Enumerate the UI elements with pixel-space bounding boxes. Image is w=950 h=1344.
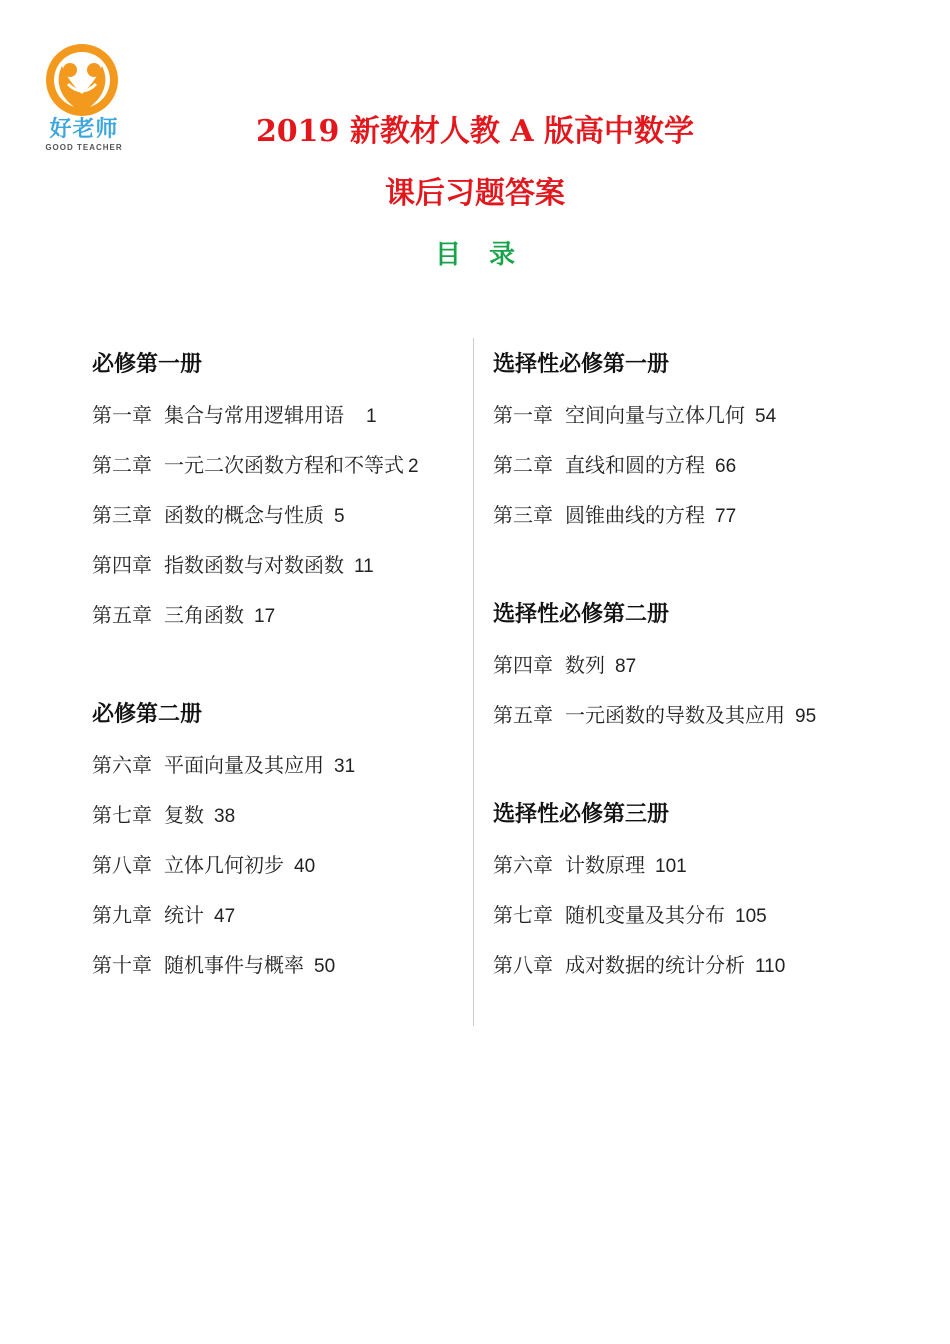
chapter-number: 第五章 — [92, 603, 152, 627]
logo-subtext: GOOD TEACHER — [45, 143, 123, 152]
page-number: 77 — [715, 506, 737, 527]
document-subtitle: 课后习题答案 — [385, 176, 565, 211]
chapter-name: 计数原理 — [565, 853, 645, 877]
page-number: 2 — [408, 456, 419, 477]
page-number: 5 — [334, 506, 345, 527]
toc-entry[interactable] — [92, 790, 472, 840]
chapter-number: 第八章 — [493, 953, 553, 977]
toc-entry[interactable] — [92, 490, 472, 540]
chapter-name: 函数的概念与性质 — [164, 503, 324, 527]
chapter-number: 第三章 — [493, 503, 553, 527]
toc-entry[interactable] — [493, 390, 873, 440]
chapter-number: 第四章 — [493, 653, 553, 677]
chapter-number: 第十章 — [92, 953, 152, 977]
chapter-number: 第六章 — [493, 853, 553, 877]
section-title: 选择性必修第二册 — [493, 602, 670, 627]
toc-entry[interactable] — [92, 840, 472, 890]
chapter-name: 圆锥曲线的方程 — [565, 503, 705, 527]
chapter-name: 平面向量及其应用 — [164, 753, 324, 777]
page-number: 66 — [715, 456, 737, 477]
page-number: 47 — [214, 906, 236, 927]
chapter-name: 一元二次函数方程和不等式 — [164, 453, 404, 477]
chapter-name: 三角函数 — [164, 603, 244, 627]
page-number: 87 — [615, 656, 637, 677]
toc-heading: 目录 — [434, 240, 543, 270]
toc-entry[interactable] — [92, 540, 472, 590]
section-title: 选择性必修第一册 — [493, 352, 670, 377]
chapter-number: 第一章 — [92, 403, 152, 427]
toc-entry[interactable] — [92, 890, 472, 940]
page-number: 50 — [314, 956, 336, 977]
page-number: 31 — [334, 756, 356, 777]
toc-section — [92, 690, 472, 990]
page-number: 1 — [366, 406, 377, 427]
page-number: 38 — [214, 806, 236, 827]
toc-right-column — [493, 340, 873, 990]
toc-entry[interactable] — [92, 740, 472, 790]
chapter-number: 第五章 — [493, 703, 553, 727]
toc-entry[interactable] — [92, 590, 472, 640]
chapter-name: 空间向量与立体几何 — [565, 403, 745, 427]
page-number: 105 — [735, 906, 767, 927]
chapter-name: 随机事件与概率 — [164, 953, 304, 977]
chapter-number: 第六章 — [92, 753, 152, 777]
toc-entry[interactable] — [493, 940, 873, 990]
toc-entry[interactable] — [493, 490, 873, 540]
chapter-name: 数列 — [565, 653, 605, 677]
chapter-number: 第七章 — [92, 803, 152, 827]
chapter-number: 第八章 — [92, 853, 152, 877]
toc-section — [493, 590, 873, 740]
chapter-name: 集合与常用逻辑用语 — [164, 403, 344, 427]
toc-entry[interactable] — [493, 440, 873, 490]
chapter-number: 第一章 — [493, 403, 553, 427]
chapter-name: 直线和圆的方程 — [565, 453, 705, 477]
chapter-number: 第二章 — [493, 453, 553, 477]
document-title: 2019 新教材人教 A 版高中数学 — [255, 114, 695, 149]
chapter-number: 第二章 — [92, 453, 152, 477]
page-number: 54 — [755, 406, 777, 427]
chapter-number: 第三章 — [92, 503, 152, 527]
toc-section — [493, 340, 873, 540]
column-divider — [473, 338, 474, 1026]
toc-entry[interactable] — [493, 890, 873, 940]
section-title: 必修第一册 — [92, 352, 203, 377]
chapter-name: 一元函数的导数及其应用 — [565, 703, 785, 727]
chapter-name: 成对数据的统计分析 — [565, 953, 745, 977]
chapter-name: 统计 — [164, 903, 204, 927]
toc-left-column — [92, 340, 472, 990]
toc-entry[interactable] — [92, 940, 472, 990]
chapter-number: 第七章 — [493, 903, 553, 927]
toc-section — [92, 340, 472, 640]
section-title: 选择性必修第三册 — [493, 802, 670, 827]
toc-entry[interactable] — [92, 390, 472, 440]
chapter-name: 随机变量及其分布 — [565, 903, 725, 927]
chapter-number: 第九章 — [92, 903, 152, 927]
chapter-number: 第四章 — [92, 553, 152, 577]
chapter-name: 立体几何初步 — [164, 853, 284, 877]
page-number: 110 — [755, 956, 786, 977]
page-number: 11 — [354, 556, 374, 577]
section-title: 必修第二册 — [92, 702, 203, 727]
toc-entry[interactable] — [493, 690, 873, 740]
toc-entry[interactable] — [493, 840, 873, 890]
toc-entry[interactable] — [493, 640, 873, 690]
page-number: 95 — [795, 706, 817, 727]
toc-section — [493, 790, 873, 990]
chapter-name: 复数 — [164, 803, 204, 827]
page-number: 40 — [294, 856, 316, 877]
toc-entry[interactable] — [92, 440, 472, 490]
page-number: 101 — [655, 856, 687, 877]
logo-text: 好老师 — [49, 117, 119, 142]
page-number: 17 — [254, 606, 276, 627]
chapter-name: 指数函数与对数函数 — [164, 553, 344, 577]
